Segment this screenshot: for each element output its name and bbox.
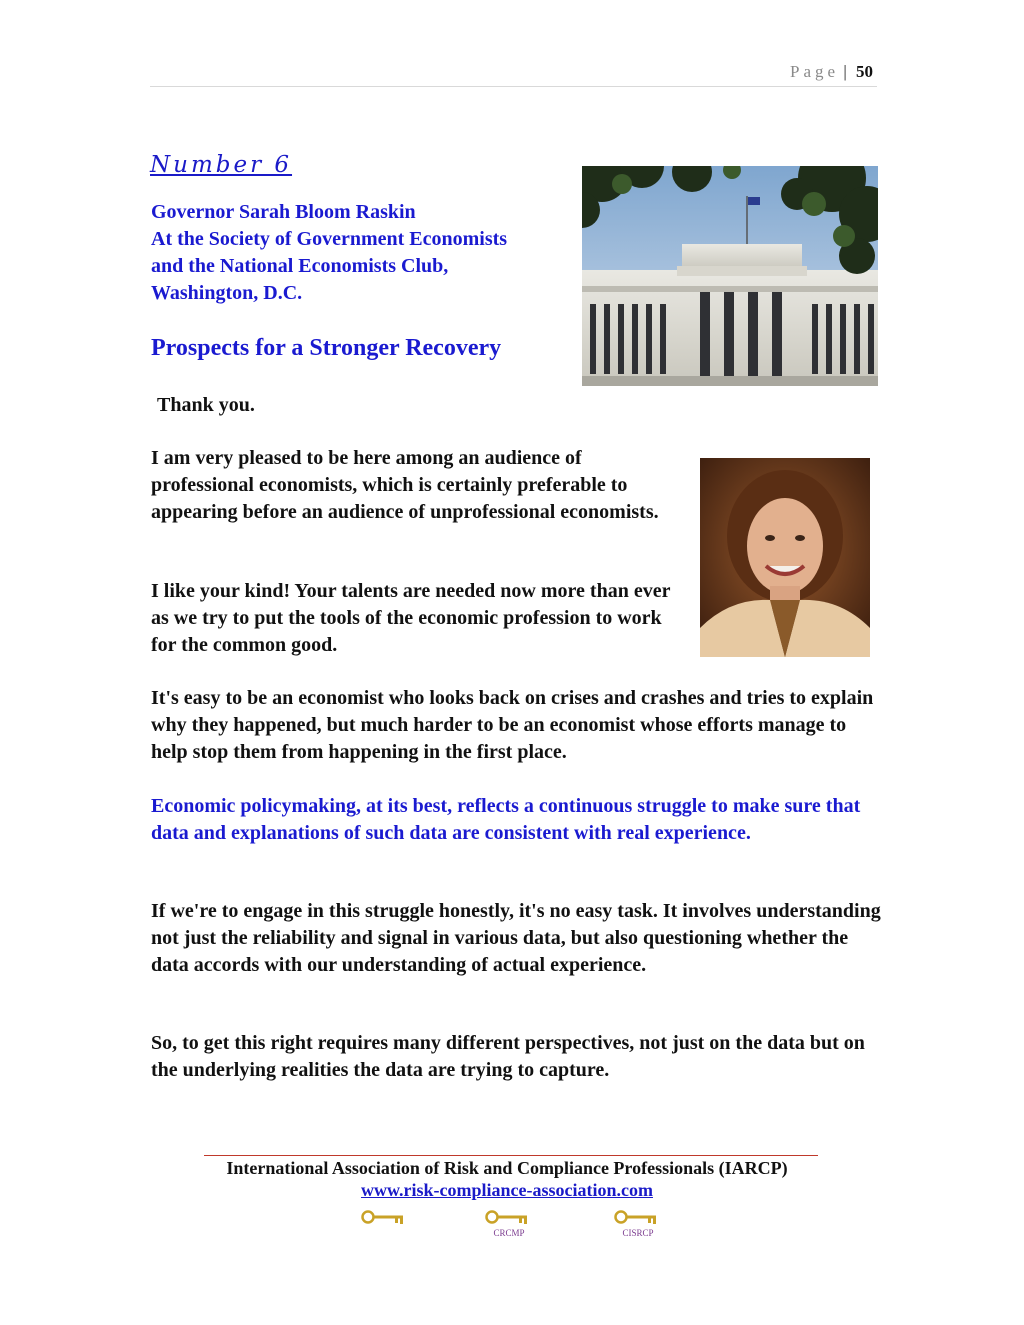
speaker-block — [151, 199, 581, 307]
paragraph-thanks: Thank you. — [157, 394, 255, 416]
speech-title: Prospects for a Stronger Recovery — [151, 335, 502, 361]
speaker-portrait-photo — [700, 458, 870, 657]
paragraph-5: If we're to engage in this struggle honestly, it's no easy task. It involves understanding not just the reliability and signal in various data, but also questioning whether the data accords with our understanding of actual experience. — [151, 900, 881, 976]
badge-caption: CISRCP — [622, 1228, 654, 1238]
footer-organization: International Association of Risk and Compliance Professionals (IARCP) — [226, 1158, 788, 1178]
paragraph-3: It's easy to be an economist who looks back on crises and crashes and tries to explain why they happened, but much harder to be an economist whose efforts manage to help stop them from happening in the first place. — [151, 687, 874, 763]
paragraph-4-highlight: Economic policymaking, at its best, reflects a continuous struggle to make sure that data and explanations of such data are consistent with real experience. — [151, 795, 861, 844]
speaker-name: Governor Sarah Bloom Raskin — [151, 201, 416, 223]
page-header — [150, 58, 877, 87]
certification-badge-cisrcp — [614, 1210, 662, 1236]
paragraph-2: I like your kind! Your talents are needed now more than ever as we try to put the tools of the economic profession to work for the common good. — [151, 580, 671, 656]
certification-badge-1 — [361, 1210, 409, 1236]
page-number-value: 50 — [856, 62, 873, 81]
footer-website-link[interactable]: www.risk-compliance-association.com — [361, 1180, 653, 1200]
badge-caption: CRCMP — [493, 1228, 525, 1238]
page-label: Page — [790, 62, 840, 81]
speaker-location: Washington, D.C. — [151, 282, 303, 304]
footer-divider — [204, 1155, 818, 1156]
paragraph-6: So, to get this right requires many different perspectives, not just on the data but on the underlying realities the data are trying to capture. — [151, 1032, 865, 1081]
paragraph-1: I am very pleased to be here among an audience of professional economists, which is certainly preferable to appearing before an audience of unprofessional economists. — [151, 447, 659, 523]
key-icon — [614, 1210, 662, 1226]
key-icon — [361, 1210, 409, 1226]
page-number — [790, 62, 873, 82]
certification-badge-crcmp — [485, 1210, 533, 1236]
speaker-venue-line2: and the National Economists Club, — [151, 255, 449, 277]
federal-reserve-building-photo — [582, 166, 878, 386]
key-icon — [485, 1210, 533, 1226]
speaker-venue-line1: At the Society of Government Economists — [151, 228, 508, 250]
page-separator: | — [843, 62, 847, 81]
section-number-heading: Number 6 — [150, 152, 293, 178]
